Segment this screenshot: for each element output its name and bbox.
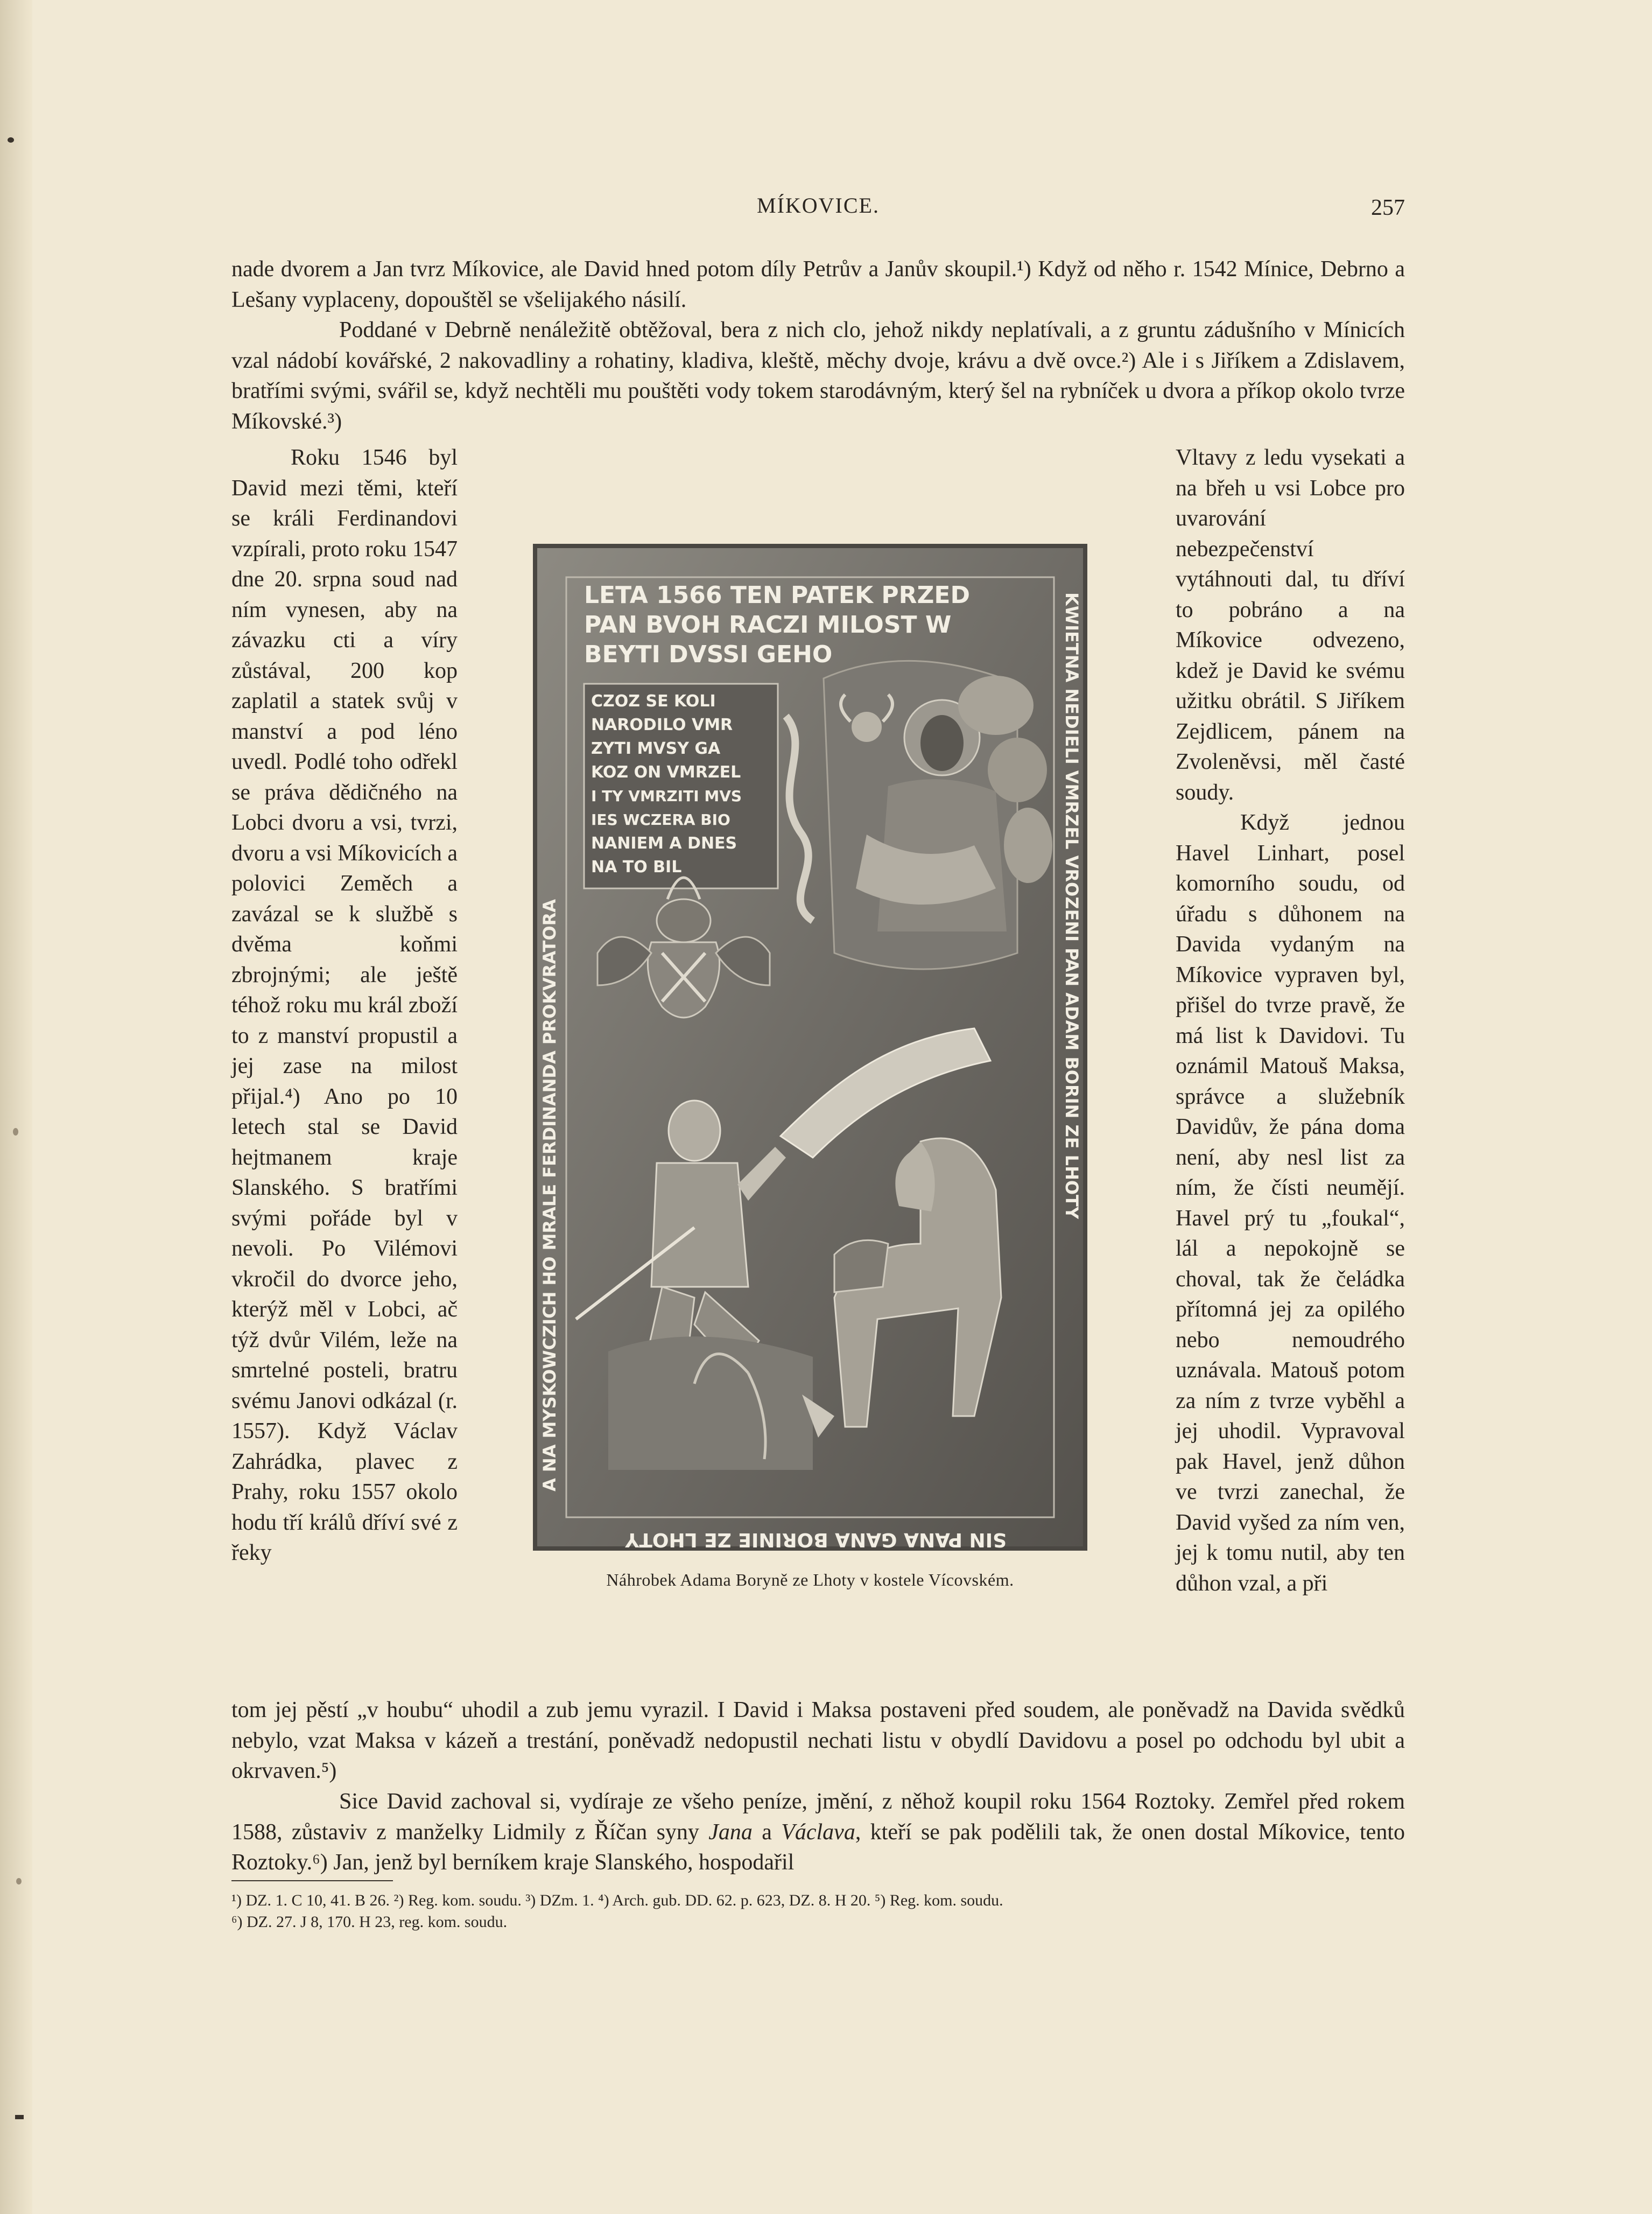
epitaph-line: NANIEM A DNES bbox=[591, 834, 737, 853]
inscription-top-3: BEYTI DVSSI GEHO bbox=[584, 641, 833, 668]
left-column-text: Roku 1546 byl David mezi těmi, kteří se králi Ferdinandovi vzpírali, proto roku 1547 dne 20. srpna soud nad ním vynesen, aby na závazku cti a víry zůstával, 200 kop zaplatil a statek svůj v manství a pod léno uvedl. Podlé toho odřekl se práva dědičného na Lobci dvoru a vsi, tvrzi, dvoru a vsi Míkovicích a polovici Zeměch a zavázal se k službě s dvěma koňmi zbrojnými; ale ještě téhož roku mu král zboží to z manství propustil a jej zase na milost přijal.⁴) Ano po 10 letech stal se David hejtmanem kraje Slanského. S bratřími svými pořáde byl v nevoli. Po Vilémovi vkročil do dvorce jeho, kterýž měl v Lobci, ač týž dvůr Vilém, leže na smrtelné posteli, bratru svému Janovi odkázal (r. 1557). Když Václav Zahrádka, plavec z Prahy, roku 1557 okolo hodu tří králů dříví své z řeky bbox=[231, 445, 458, 1565]
page-header bbox=[231, 193, 1405, 230]
binding-mark bbox=[13, 1128, 18, 1136]
right-column-text-b: Když jednou Havel Linhart, posel komorního soudu, od úřadu s důhonem na Davida vydaným na Míkovice vypraven byl, přišel do tvrze pravě, že má list k Davidovi. Tu oznámil Matouš Maksa, správce a služebník Davidův, že pána doma není, aby nesl list za ním, že čísti neumějí. Havel prý tu „foukal“, lál a nepokojně se choval, tak že čeládka přítomná jej za opilého nebo nemoudrého uznávala. Matouš potom za ním z tvrze vyběhl a jej uhodil. Vypravoval pak Havel, jenž důhon ve tvrzi zanechal, že David vyšed za ním ven, jej k tomu nutil, aby ten důhon vzal, a při bbox=[1176, 810, 1405, 1596]
footnote-line-2: ⁶) DZ. 27. J 8, 170. H 23, reg. kom. soudu. bbox=[231, 1913, 508, 1931]
epitaph-line: KOZ ON VMRZEL bbox=[591, 763, 741, 782]
paragraph-2: Poddané v Debrně nenáležitě obtěžoval, bera z nich clo, jehož nikdy neplatívali, a z gruntu zádušního v Mínicích vzal nádobí kovářské, 2 nakovadliny a rohatiny, kladiva, kleště, měchy dvoje, krávu a dvě ovce.²) Ale i s Jiříkem a Zdislavem, bratřími svými, svářil se, když nechtěli mu pouštěti vody tokem starodávným, který šel na rybníček u dvora a příkop okolo tvrze Míkovské.³) bbox=[231, 318, 1405, 434]
right-column bbox=[1176, 443, 1405, 1599]
binding-mark bbox=[8, 137, 14, 143]
paragraph-4-end: , kteří se pak podělili tak, že onen dostal Míkovice, tento Roztoky.⁶) Jan, jenž byl berníkem kraje Slanského, hospodařil bbox=[231, 1819, 1405, 1875]
epitaph-line: I TY VMRZITI MVS bbox=[591, 787, 742, 805]
inscription-border-bottom: SIN PANA GANA BORINIE ZE LHOTY bbox=[625, 1529, 1007, 1551]
epitaph-line: ZYTI MVSY GA bbox=[591, 739, 721, 758]
name-jana: Jana bbox=[708, 1819, 753, 1845]
inscription-top-1: LETA 1566 TEN PATEK PRZED bbox=[584, 581, 970, 609]
paragraph-1: nade dvorem a Jan tvrz Míkovice, ale David hned potom díly Petrův a Janův skoupil.¹) Když od něho r. 1542 Mínice, Debrno a Lešany vyplaceny, dopouštěl se všelijakého násilí. bbox=[231, 257, 1405, 312]
inscription-border-right: KWIETNA NEDIELI VMRZEL VROZENI PAN ADAM BORIN ZE LHOTY bbox=[1062, 592, 1082, 1220]
running-title: MÍKOVICE. bbox=[757, 193, 880, 218]
page-number: 257 bbox=[1371, 195, 1405, 220]
footnote-rule bbox=[231, 1880, 393, 1881]
paragraph-3: tom jej pěstí „v houbu“ uhodil a zub jemu vyrazil. I David i Maksa postaveni před soudem, ale poněvadž na Davida svědků nebylo, vzat Maksa v kázeň a trestání, poněvadž nedopustil nechati listu v obydlí Davidovu a posel po odchodu byl ubit a okrvaven.⁵) bbox=[231, 1698, 1405, 1783]
epitaph-line: IES WCZERA BIO bbox=[591, 811, 730, 829]
inscription-border-left: A NA MYSKOWCZICH HO MRALE FERDINANDA PROKVRATORA bbox=[539, 899, 560, 1491]
figure-caption: Náhrobek Adama Boryně ze Lhoty v kostele Vícovském. bbox=[606, 1570, 1014, 1589]
paragraph-4-start: Sice David zachoval si, vydíraje ze všeho peníze, jmění, z něhož koupil roku 1564 Roztoky. Zemřel před rokem 1588, zůstaviv z manželky Lidmily z Říčan syny bbox=[231, 1789, 1405, 1845]
binding-mark bbox=[16, 1878, 22, 1884]
footnote-line-1: ¹) DZ. 1. C 10, 41. B 26. ²) Reg. kom. soudu. ³) DZm. 1. ⁴) Arch. gub. DD. 62. p. 623, DZ. 8. H 20. ⁵) Reg. kom. soudu. bbox=[231, 1891, 1003, 1909]
epitaph-line: CZOZ SE KOLI bbox=[591, 692, 716, 711]
name-vaclava: Václava bbox=[781, 1819, 855, 1845]
tombstone-figure bbox=[533, 544, 1087, 1551]
tombstone-image bbox=[533, 544, 1087, 1551]
footnotes bbox=[231, 1890, 1405, 1933]
epitaph-line: NARODILO VMR bbox=[591, 716, 733, 734]
binding-mark bbox=[15, 2115, 24, 2119]
paragraph-4 bbox=[231, 1786, 1405, 1878]
inscription-top-2: PAN BVOH RACZI MILOST W bbox=[584, 611, 952, 639]
epitaph-line: NA TO BIL bbox=[591, 858, 682, 877]
paragraph-4-mid: a bbox=[752, 1819, 782, 1845]
right-column-text-a: Vltavy z ledu vysekati a na břeh u vsi Lobce pro uvarování nebezpečenství vytáhnouti dal, tu dříví to pobráno a na Míkovice odvezeno, kdež je David ke svému užitku obrátil. S Jiříkem Zejdlicem, pánem na Zvoleněvsi, měl časté soudy. bbox=[1176, 445, 1405, 805]
